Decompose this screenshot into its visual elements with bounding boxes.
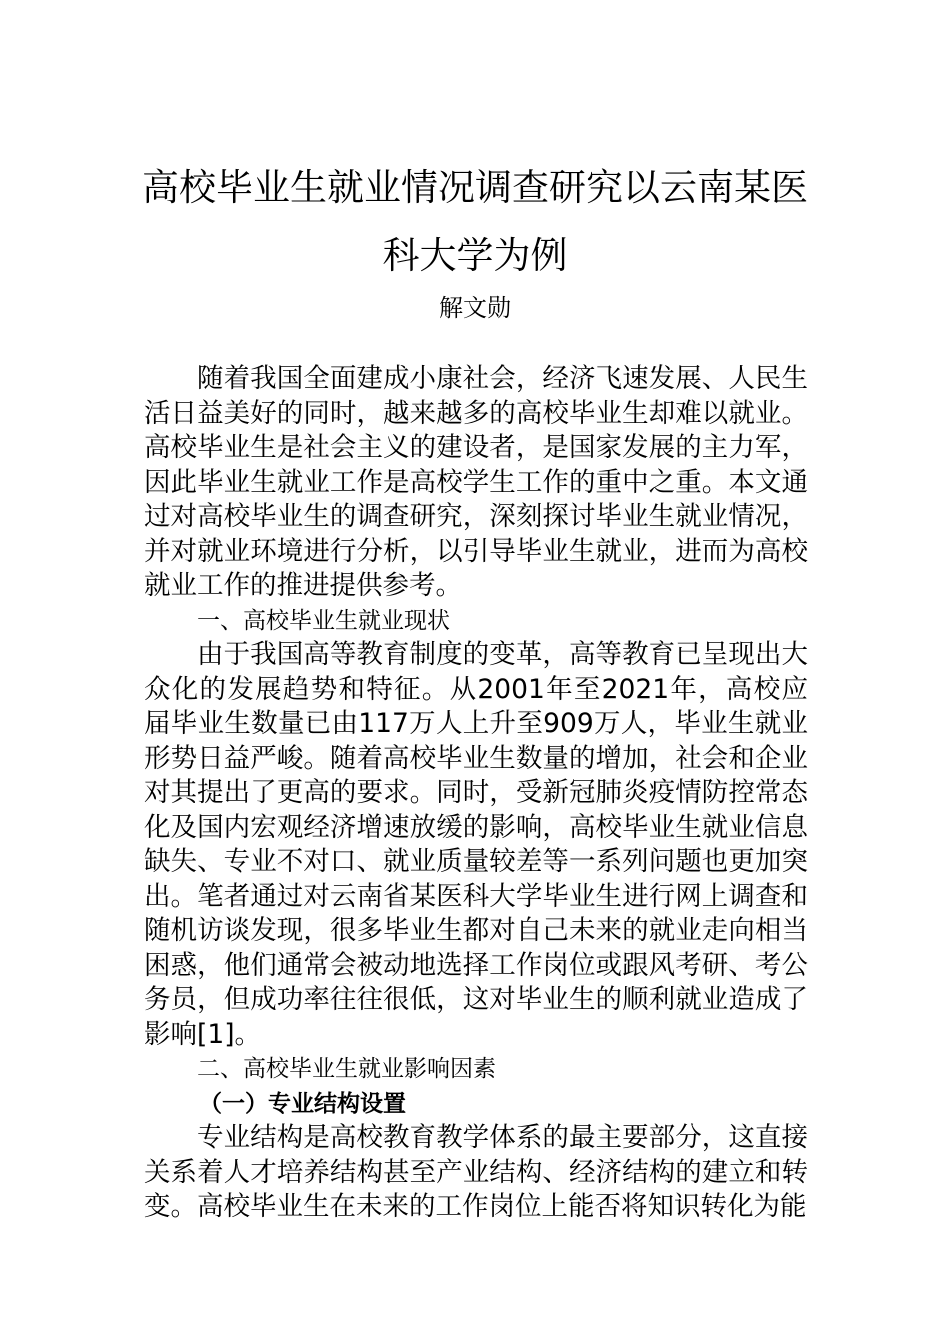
section-2-sub-1-paragraph: 专业结构是高校教育教学体系的最主要部分，这直接关系着人才培养结构甚至产业结构、经济结构的建立和转变。高校毕业生在未来的工作岗位上能否将知识转化为能	[144, 1122, 808, 1222]
intro-paragraph: 随着我国全面建成小康社会，经济飞速发展、人民生活日益美好的同时，越来越多的高校毕业生却难以就业。高校毕业生是社会主义的建设者，是国家发展的主力军，因此毕业生就业工作是高校学生工作的重中之重。本文通过对高校毕业生的调查研究，深刻探讨毕业生就业情况，并对就业环境进行分析，以引导毕业生就业，进而为高校就业工作的推进提供参考。	[144, 363, 808, 601]
section-1-paragraph: 由于我国高等教育制度的变革，高等教育已呈现出大众化的发展趋势和特征。从2001年至2021年，高校应届毕业生数量已由117万人上升至909万人，毕业生就业形势日益严峻。随着高校毕业生数量的增加，社会和企业对其提出了更高的要求。同时，受新冠肺炎疫情防控常态化及国内宏观经济增速放缓的影响，高校毕业生就业信息缺失、专业不对口、就业质量较差等一系列问题也更加突出。笔者通过对云南省某医科大学毕业生进行网上调查和随机访谈发现，很多毕业生都对自己未来的就业走向相当困惑，他们通常会被动地选择工作岗位或跟风考研、考公务员，但成功率往往很低，这对毕业生的顺利就业造成了影响[1]。	[144, 639, 808, 1050]
document-title-line-1: 高校毕业生就业情况调查研究以云南某医	[142, 166, 808, 209]
author-name: 解文勋	[439, 294, 511, 322]
section-2-subheading-1: （一）专业结构设置	[199, 1090, 406, 1117]
section-1-heading: 一、高校毕业生就业现状	[197, 607, 450, 634]
section-2-heading: 二、高校毕业生就业影响因素	[197, 1056, 496, 1082]
document-title-line-2: 科大学为例	[382, 234, 568, 277]
document-body	[144, 362, 808, 1225]
